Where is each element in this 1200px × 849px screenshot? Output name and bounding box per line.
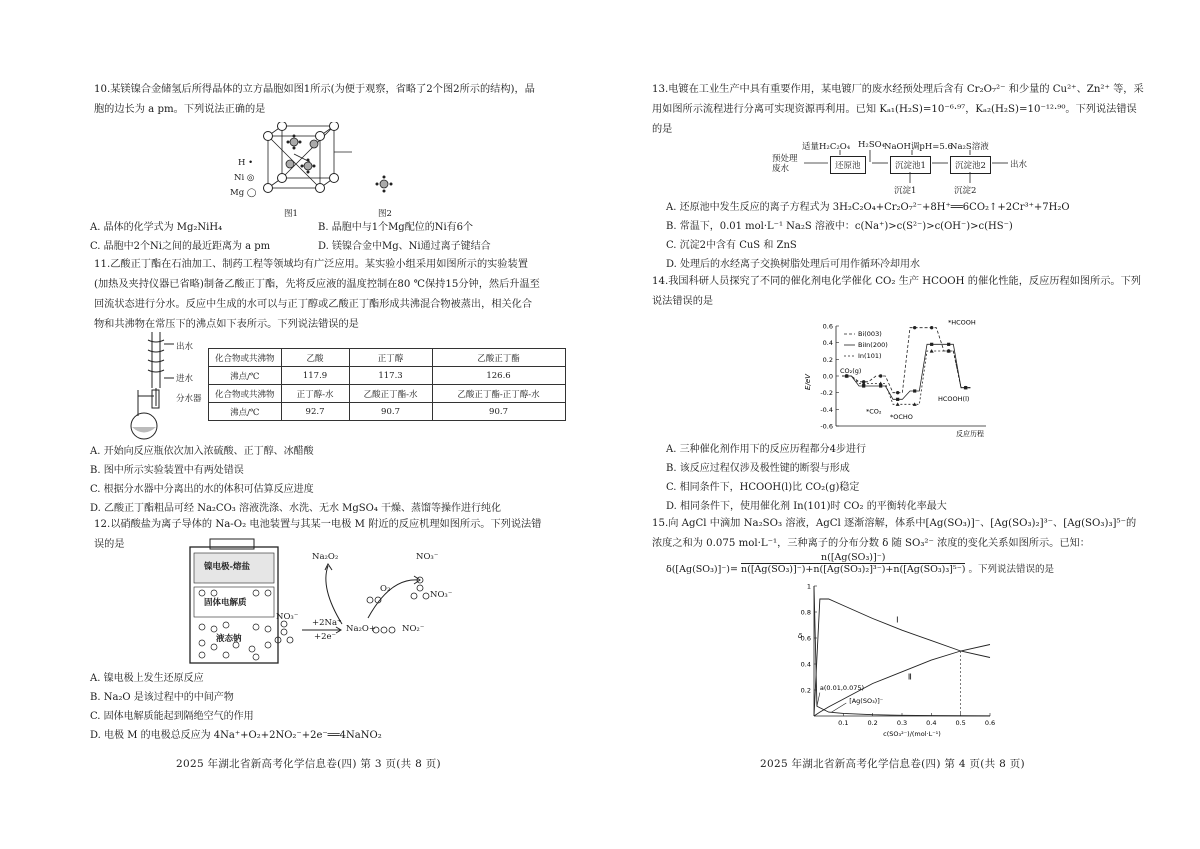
cell: 正丁醇 (349, 349, 432, 367)
q15-stem: 15.向 AgCl 中滴加 Na₂SO₃ 溶液，AgCl 逐渐溶解，体系中[Ag(SO₃)]⁻、[Ag(SO₃)₂]³⁻、[Ag(SO₃)₃]⁵⁻的浓度之和为 0.075 mol·L⁻¹，三种离子的分布分数 δ 随 SO₃²⁻ 浓度的变化关系如图所示。已知： (652, 518, 1137, 549)
cell: 沸点/℃ (209, 367, 282, 385)
series-line-2 (814, 586, 990, 716)
q11-option-b[interactable]: B. 图中所示实验装置中有两处错误 (90, 465, 244, 476)
q12-option-a[interactable]: A. 镍电极上发生还原反应 (90, 673, 204, 684)
energy-profile-chart (800, 318, 1000, 440)
legend-entry: BiIn(200) (858, 341, 888, 349)
crystal-figure (228, 122, 428, 220)
y-tick-label: 0.0 (822, 372, 833, 381)
flow-box-reduce: 还原池 (830, 156, 866, 174)
x-axis-label: c(SO₃²⁻)/(mol·L⁻¹) (883, 730, 941, 738)
battery-label-na: 液态钠 (216, 634, 242, 644)
annotation: *HCOOH (948, 318, 976, 327)
y-tick-label: 0.4 (800, 660, 811, 669)
q13-option-c[interactable]: C. 沉淀2中含有 CuS 和 ZnS (666, 240, 797, 251)
boiling-point-table (208, 348, 566, 421)
footer-page-3: 2025 年湖北省新高考化学信息卷(四) 第 3 页(共 8 页) (176, 758, 441, 770)
label-separator: 分水器 (176, 394, 202, 404)
legend-h: H • (238, 158, 254, 168)
y-tick-label: -0.6 (820, 422, 833, 431)
annotation: [Ag(SO₃)]⁻ (849, 697, 884, 705)
q11-option-d[interactable]: D. 乙酸正丁酯粗品可经 Na₂CO₃ 溶液洗涤、水洗、无水 MgSO₄ 干燥、蒸馏等操作进行纯化 (90, 503, 502, 514)
q12-option-c[interactable]: C. 固体电解质能起到隔绝空气的作用 (90, 711, 254, 722)
fig2-caption: 图2 (378, 209, 392, 219)
x-tick-label: 0.2 (867, 719, 878, 727)
q11-stem: 11.乙酸正丁酯在石油加工、制药工程等领域均有广泛应用。某实验小组采用如图所示的实验装置(加热及夹持仪器已省略)制备乙酸正丁酯，先将反应液的温度控制在80 ℃保持15分钟，然后升温至回流状态进行分水。反应中生成的水可以与正丁醇或乙酸正丁酯形成共沸混合物被蒸出，相关化合物和共沸物在常压下的沸点如下表所示。下列说法错误的是 (94, 259, 540, 330)
annotation: HCOOH(l) (938, 395, 970, 403)
x-tick-label: 0.3 (896, 719, 908, 727)
annotation-arrow (817, 693, 820, 707)
legend-entry: In(101) (858, 352, 882, 360)
q15-formula (666, 552, 1054, 575)
battery-label-electrolyte: 固体电解质 (204, 598, 247, 608)
flow-box-tank2: 沉淀池2 (950, 156, 991, 174)
q10-option-b[interactable]: B. 晶胞中与1个Mg配位的Ni有6个 (318, 222, 474, 233)
label-water-out: 出水 (176, 342, 194, 352)
y-tick-label: 0.2 (822, 355, 833, 364)
cell: 沸点/℃ (209, 403, 282, 421)
cell: 乙酸正丁酯-正丁醇-水 (432, 385, 565, 403)
reagent-4: Na₂S溶液 (950, 142, 989, 152)
flow-start: 预处理废水 (772, 154, 798, 174)
annotation: *OCHO (890, 413, 913, 421)
y-tick-label: -0.4 (820, 405, 833, 414)
q12-option-d[interactable]: D. 电极 M 的电极总反应为 4Na⁺+O₂+2NO₂⁻+2e⁻══4NaNO₂ (90, 730, 382, 741)
reagent-1: 适量H₂C₂O₄ (802, 142, 851, 152)
mech-no2: NO₂⁻ (402, 624, 425, 634)
q11-option-c[interactable]: C. 根据分水器中分离出的水的体积可估算反应进度 (90, 484, 314, 495)
mech-no3-top: NO₃⁻ (416, 552, 439, 562)
flow-chart (772, 140, 1080, 200)
footer-page-4: 2025 年湖北省新高考化学信息卷(四) 第 4 页(共 8 页) (760, 758, 1025, 770)
x-axis-label: 反应历程 (956, 430, 984, 438)
annotation: a(0.01,0.075) (819, 684, 865, 692)
formula-tail: 。下列说法错误的是 (968, 564, 1054, 575)
annotation: Ⅰ (896, 615, 899, 625)
y-axis-label: E/eV (804, 374, 812, 390)
y-tick-label: 0.4 (822, 339, 833, 348)
cell: 化合物或共沸物 (209, 349, 282, 367)
q11-option-a[interactable]: A. 开始向反应瓶依次加入浓硫酸、正丁醇、冰醋酸 (90, 446, 314, 457)
flow-end: 出水 (1010, 160, 1028, 170)
flow-box-tank1: 沉淀池1 (890, 156, 931, 174)
formula-numerator: n([Ag(SO₃)]⁻) (741, 552, 965, 564)
y-tick-label: 0.6 (800, 634, 811, 643)
formula-lhs: δ([Ag(SO₃)]⁻)= (666, 564, 738, 575)
q14-option-d[interactable]: D. 相同条件下，使用催化剂 In(101)时 CO₂ 的平衡转化率最大 (666, 501, 947, 512)
mech-na2o: Na₂O+ (346, 624, 377, 634)
q13-option-d[interactable]: D. 处理后的水经离子交换树脂处理后可用作循环冷却用水 (666, 259, 921, 270)
y-tick-label: 0.2 (800, 686, 811, 695)
y-tick-label: 1 (806, 582, 811, 591)
q12-stem: 12.以硝酸盐为离子导体的 Na-O₂ 电池装置与其某一电极 M 附近的反应机理如图所示。下列说法错误的是 (94, 519, 542, 550)
cell: 90.7 (349, 403, 432, 421)
mech-no3-right: NO₃⁻ (430, 590, 453, 600)
cell: 126.6 (432, 367, 565, 385)
annotation: *CO₂ (866, 407, 882, 416)
cell: 117.3 (349, 367, 432, 385)
q14-stem: 14.我国科研人员探究了不同的催化剂电化学催化 CO₂ 生产 HCOOH 的催化性能，反应历程如图所示。下列说法错误的是 (652, 276, 1141, 307)
reagent-3: NaOH调pH=5.6 (884, 142, 953, 152)
flow-precip-1: 沉淀1 (894, 186, 917, 196)
q14-option-c[interactable]: C. 相同条件下，HCOOH(l)比 CO₂(g)稳定 (666, 482, 860, 493)
q10-option-a[interactable]: A. 晶体的化学式为 Mg₂NiH₄ (90, 222, 223, 233)
cell: 92.7 (281, 403, 349, 421)
cell: 正丁醇-水 (281, 385, 349, 403)
y-axis-label: δ (798, 632, 803, 640)
cell: 117.9 (281, 367, 349, 385)
q10-option-c[interactable]: C. 晶胞中2个Ni之间的最近距离为 a pm (90, 241, 271, 252)
page-4 (600, 0, 1200, 849)
q10-option-d[interactable]: D. 镁镍合金中Mg、Ni通过离子键结合 (318, 241, 491, 252)
x-tick-label: 0.4 (926, 719, 937, 727)
annotation: CO₂(g) (840, 367, 862, 375)
x-tick-label: 0.1 (838, 719, 849, 727)
y-tick-label: 0.6 (822, 322, 833, 331)
cell: 乙酸正丁酯 (432, 349, 565, 367)
x-tick-label: 0.5 (955, 719, 966, 727)
mech-no3-left: NO₃⁻ (276, 612, 299, 622)
series-line-1 (814, 645, 990, 717)
mech-plus-na: +2Na⁺ (312, 618, 342, 628)
x-tick-label: 0.6 (984, 719, 996, 727)
cell: 乙酸正丁酯-水 (349, 385, 432, 403)
q14-option-a[interactable]: A. 三种催化剂作用下的反应历程都分4步进行 (666, 444, 866, 455)
q13-option-b[interactable]: B. 常温下，0.01 mol·L⁻¹ Na₂S 溶液中：c(Na⁺)>c(S²⁻)>c(OH⁻)>c(HS⁻) (666, 221, 1013, 232)
cell: 90.7 (432, 403, 565, 421)
y-tick-label: 0.8 (800, 608, 811, 617)
flow-precip-2: 沉淀2 (954, 186, 977, 196)
battery-label-ni: 镍电极-熔盐 (204, 562, 251, 572)
mech-na2o2: Na₂O₂ (312, 552, 339, 562)
q13-option-a[interactable]: A. 还原池中发生反应的离子方程式为 3H₂C₂O₄+Cr₂O₇²⁻+8H⁺══6CO₂↑+2Cr³⁺+7H₂O (666, 202, 1070, 213)
y-tick-label: -0.2 (820, 389, 833, 398)
reagent-2: H₂SO₄ (858, 140, 886, 150)
mechanism-figure (270, 548, 470, 668)
legend-mg: Mg ◯ (230, 188, 257, 198)
fig1-caption: 图1 (284, 209, 298, 219)
cell: 化合物或共沸物 (209, 385, 282, 403)
label-water-in: 进水 (176, 374, 194, 384)
cell: 乙酸 (281, 349, 349, 367)
flow-arrows (780, 140, 1080, 200)
annotation: Ⅱ (907, 672, 912, 682)
mech-plus-e: +2e⁻ (314, 632, 337, 642)
series-line-0 (814, 599, 990, 716)
q14-option-b[interactable]: B. 该反应过程仅涉及极性键的断裂与形成 (666, 463, 850, 474)
legend-ni: Ni ◎ (234, 173, 255, 183)
distribution-chart (790, 580, 1000, 742)
formula-denominator: n([Ag(SO₃)]⁻)+n([Ag(SO₃)₂]³⁻)+n([Ag(SO₃)₃]⁵⁻) (741, 564, 966, 575)
q12-option-b[interactable]: B. Na₂O 是该过程中的中间产物 (90, 692, 234, 703)
q13-stem: 13.电镀在工业生产中具有重要作用，某电镀厂的废水经预处理后含有 Cr₂O₇²⁻ 和少量的 Cu²⁺、Zn²⁺ 等，采用如图所示流程进行分离可实现资源再利用。已知 Kₐ₁(H₂S)=10⁻⁶·⁹⁷，Kₐ₂(H₂S)=10⁻¹²·⁹⁰。下列说法错误的是 (652, 84, 1144, 135)
q10-stem: 10.某镁镍合金储氢后所得晶体的立方晶胞如图1所示(为便于观察，省略了2个图2所示的结构)，晶胞的边长为 a pm。下列说法正确的是 (94, 84, 535, 115)
legend-entry: Bi(003) (858, 330, 882, 338)
mech-o2: O₂ (380, 584, 391, 594)
